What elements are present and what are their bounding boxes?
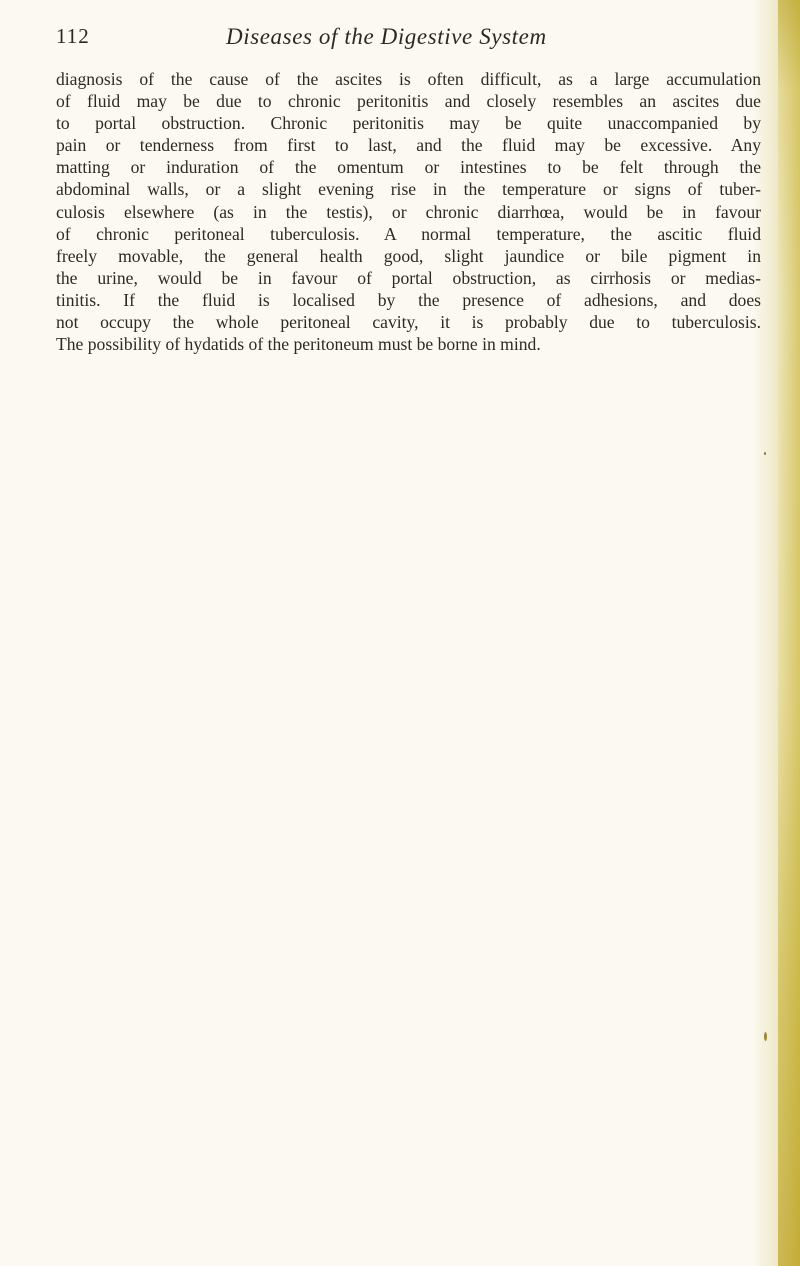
text-line: The possibility of hydatids of the peritoneum must be borne in mind. bbox=[56, 334, 541, 355]
text-line: of chronic peritoneal tuberculosis. A normal temperature, the ascitic fluid bbox=[56, 223, 761, 244]
text-line: freely movable, the general health good, slight jaundice or bile pigment in bbox=[56, 245, 761, 266]
running-title: Diseases of the Digestive System bbox=[226, 24, 547, 49]
text-line: to portal obstruction. Chronic peritonitis may be quite unaccompanied by bbox=[56, 113, 761, 134]
text-line: matting or induration of the omentum or intestines to be felt through the bbox=[56, 157, 761, 178]
text-line: of fluid may be due to chronic peritonitis and closely resembles an ascites due bbox=[56, 91, 761, 112]
text-line: culosis elsewhere (as in the testis), or chronic diarrhœa, would be in favour bbox=[56, 201, 761, 222]
page-edge-stain bbox=[778, 0, 800, 1266]
text-line: diagnosis of the cause of the ascites is often difficult, as a large accumulation bbox=[56, 69, 761, 89]
text-line: not occupy the whole peritoneal cavity, it is probably due to tuberculosis. bbox=[56, 312, 761, 333]
page-number: 112 bbox=[56, 24, 90, 48]
text-line: tinitis. If the fluid is localised by the presence of adhesions, and does bbox=[56, 289, 761, 310]
paper-speck bbox=[764, 452, 766, 455]
running-head bbox=[56, 24, 756, 54]
body-paragraph bbox=[56, 68, 761, 355]
paper-speck bbox=[764, 1032, 767, 1041]
text-line: pain or tenderness from first to last, and the fluid may be excessive. Any bbox=[56, 135, 761, 156]
text-line: abdominal walls, or a slight evening rise in the temperature or signs of tuber- bbox=[56, 179, 761, 200]
text-line: the urine, would be in favour of portal obstruction, as cirrhosis or medias- bbox=[56, 267, 761, 288]
